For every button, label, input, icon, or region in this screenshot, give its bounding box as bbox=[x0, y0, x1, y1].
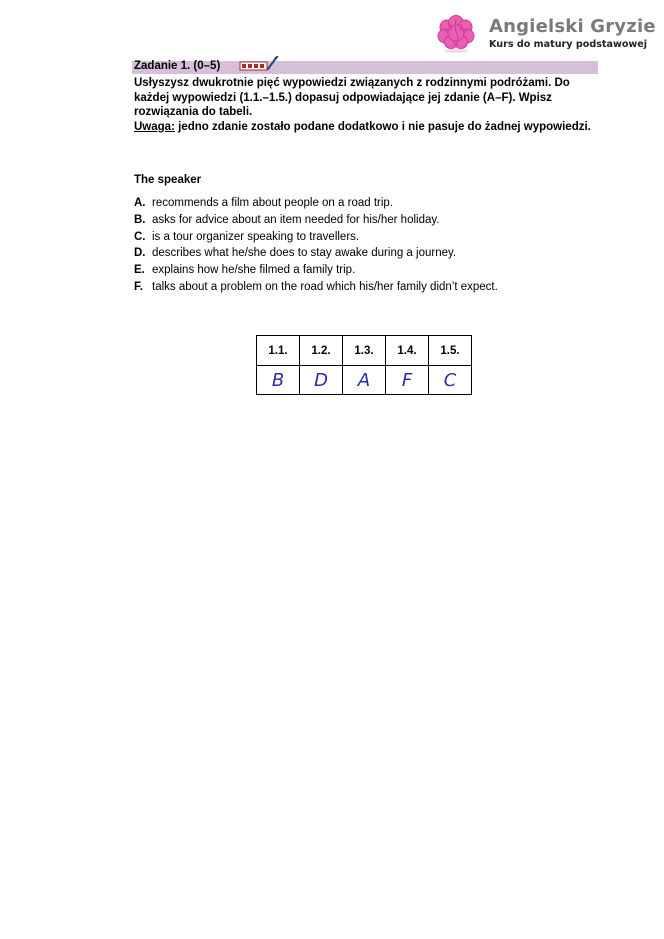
option-text: is a tour organizer speaking to travellers. bbox=[152, 230, 360, 243]
answer-table-header-row bbox=[257, 336, 472, 366]
option-text: talks about a problem on the road which his/her family didn’t expect. bbox=[152, 280, 498, 293]
option-d bbox=[134, 245, 498, 262]
note-text: jedno zdanie zostało podane dodatkowo i nie pasuje do żadnej wypowiedzi. bbox=[174, 120, 591, 133]
brand-header bbox=[436, 14, 656, 58]
option-letter: F. bbox=[134, 280, 143, 293]
task-title: Zadanie 1. (0–5) bbox=[134, 60, 221, 72]
brand-subtitle: Kurs do matury podstawowej bbox=[489, 39, 648, 50]
task-title-bar bbox=[132, 61, 598, 74]
options-list bbox=[134, 195, 498, 296]
answer-table bbox=[256, 335, 472, 395]
option-letter: B. bbox=[134, 213, 146, 226]
brand-title: Angielski Gryzie bbox=[489, 16, 656, 37]
option-letter: A. bbox=[134, 197, 146, 209]
answer-cell-1-2[interactable]: D bbox=[300, 366, 343, 395]
option-c bbox=[134, 229, 498, 246]
answer-cell-1-3[interactable]: A bbox=[343, 366, 386, 395]
option-text: asks for advice about an item needed for his/her holiday. bbox=[152, 213, 440, 226]
answer-header-1-4: 1.4. bbox=[386, 336, 429, 366]
option-f bbox=[134, 279, 498, 296]
option-letter: C. bbox=[134, 230, 146, 243]
answer-table-answer-row bbox=[257, 366, 472, 395]
answer-cell-1-5[interactable]: C bbox=[429, 366, 472, 395]
speaker-heading: The speaker bbox=[134, 174, 202, 186]
option-b bbox=[134, 212, 498, 229]
option-a bbox=[134, 195, 498, 212]
answer-cell-1-1[interactable]: B bbox=[257, 366, 300, 395]
brain-icon bbox=[436, 14, 476, 54]
answer-header-1-1: 1.1. bbox=[257, 336, 300, 366]
answer-cell-1-4[interactable]: F bbox=[386, 366, 429, 395]
answer-header-1-5: 1.5. bbox=[429, 336, 472, 366]
option-letter: D. bbox=[134, 247, 146, 260]
task-instructions bbox=[134, 76, 604, 134]
option-text: describes what he/she does to stay awake during a journey. bbox=[152, 247, 457, 260]
audio-recording-icon bbox=[239, 56, 279, 72]
answer-header-1-3: 1.3. bbox=[343, 336, 386, 366]
option-text: recommends a film about people on a road trip. bbox=[152, 197, 393, 209]
note-label: Uwaga: bbox=[134, 120, 175, 133]
answer-header-1-2: 1.2. bbox=[300, 336, 343, 366]
instructions-text: Usłyszysz dwukrotnie pięć wypowiedzi związanych z rodzinnymi podróżami. Do każdej wypowiedzi (1.1.–1.5.) dopasuj odpowiadające jej zdanie (A–F). Wpisz rozwiązania do tabeli. bbox=[134, 77, 570, 118]
option-e bbox=[134, 262, 498, 279]
option-text: explains how he/she filmed a family trip. bbox=[152, 264, 356, 277]
instructions-note bbox=[134, 120, 604, 135]
option-letter: E. bbox=[134, 264, 145, 277]
